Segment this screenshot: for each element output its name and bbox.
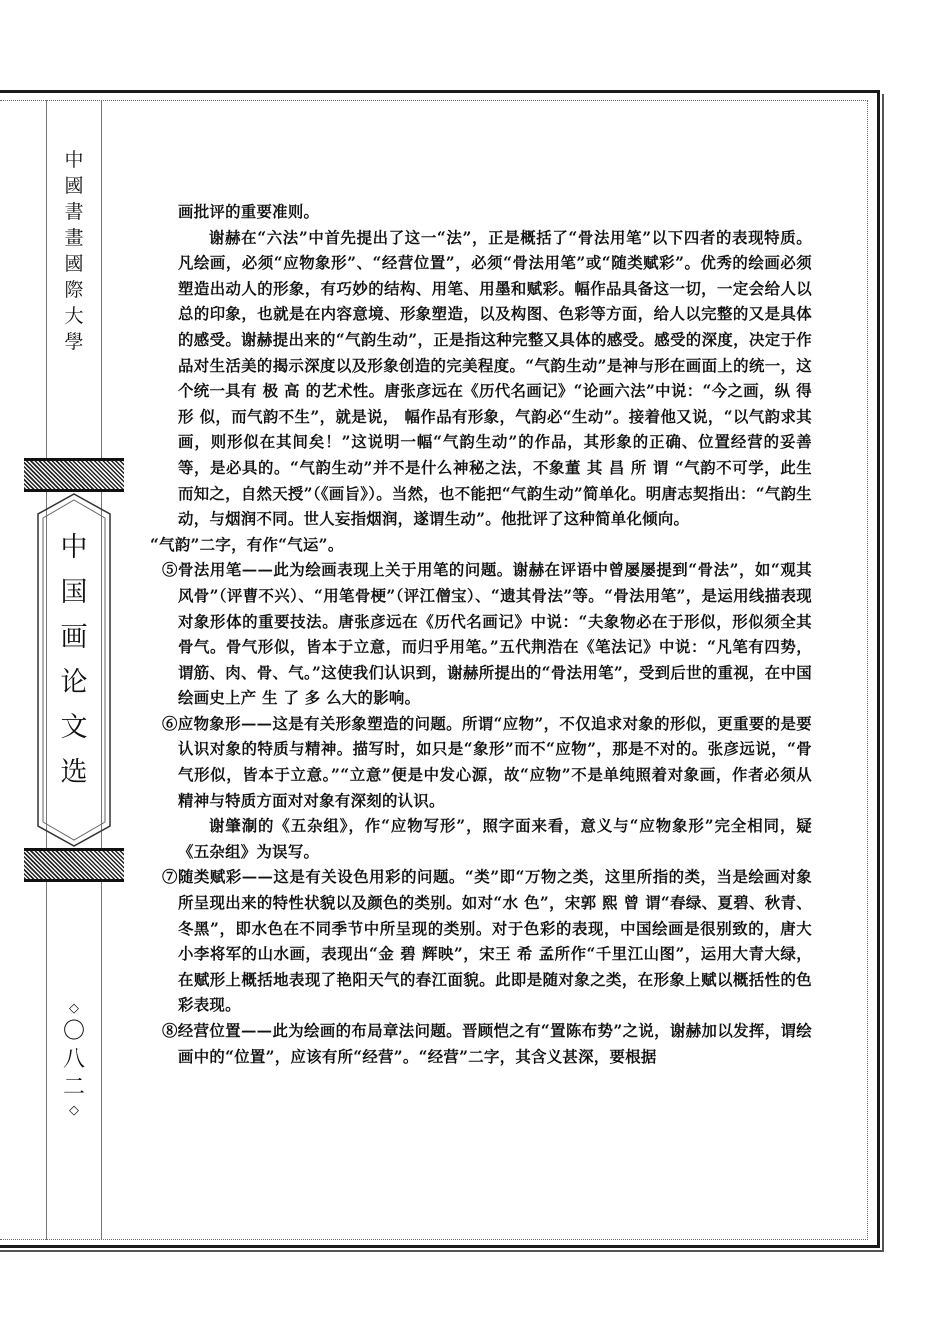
paragraph: 谢赫在“六法”中首先提出了这一“法”，正是概括了“骨法用笔”以下四者的表现特质。凡绘画，必须“应物象形”、“经营位置”，必须“骨法用笔”或“随类赋彩”。优秀的绘画必须塑造出动人的形象，有巧妙的结构、用笔、用墨和赋彩。幅作品具备这一切，一定会给人以总的印象，也就是在内容意境、形象塑造，以及构图、色彩等方面，给人以完整的又是具体的感受。谢赫提出来的“气韵生动”，正是指这种完整又具体的感受。感受的深度，决定于作品对生活美的揭示深度以及形象创造的完美程度。“气韵生动”是神与形在画面上的统一，这个统一具有 极 高 的艺术性。唐张彦远在《历代名画记》“论画六法”中说：“今之画，纵 得 形 似，而气韵不生”，就是说， 幅作品有形象，气韵必“生动”。接着他又说，“以气韵求其画，则形似在其间矣！”这说明一幅“气韵生动”的作品，其形象的正确、位置经营的妥善等，是必具的。“气韵生动”并不是什么神秘之法，不象董 其 昌 所 谓 “气韵不可学，此生而知之，自然天授”（《画旨》）。当然，也不能把“气韵生动”简单化。明唐志契指出：“气韵生动，与烟润不同。世人妄指烟润，遂谓生动”。他批评了这种简单化倾向。 — [178, 228, 812, 529]
book-title-char: 中 — [60, 532, 88, 563]
university-name — [46, 150, 102, 352]
page-number — [52, 1000, 96, 1120]
university-char: 中 — [64, 149, 84, 171]
diamond-icon: ◇ — [69, 1103, 79, 1118]
university-char: 國 — [64, 175, 84, 197]
paragraph: 画批评的重要准则。 — [178, 203, 320, 221]
paragraph: 谢肇淛的《五杂组》，作“应物写形”，照字面来看，意义与“应物象形”完全相同，疑《五杂组》为误写。 — [178, 817, 812, 861]
page-number-char: 〇 — [62, 1019, 85, 1044]
body-text — [150, 200, 812, 1070]
university-char: 大 — [64, 305, 84, 327]
paragraph-note: “气韵”二字，有作“气运”。 — [150, 535, 344, 554]
footnote-5: ⑤骨法用笔——此为绘画表现上关于用笔的问题。谢赫在评语中曾屡屡提到“骨法”，如“观其风骨”（评曹不兴）、“用笔骨梗”（评江僧宝）、“遗其骨法”等。“骨法用笔”，是运用线描表现对象形体的重要技法。唐张彦远在《历代名画记》中说：“夫象物必在于形似，形似须全其骨气。骨气形似，皆本于立意，而归乎用笔。”五代荆浩在《笔法记》中说：“凡笔有四势，谓筋、肉、骨、气。”这使我们认识到，谢赫所提出的“骨法用笔”，受到后世的重视，在中国绘画史上产 生 了 多 么大的影响。 — [162, 561, 812, 708]
book-title-char: 画 — [60, 622, 88, 653]
book-title-char: 国 — [60, 577, 88, 608]
book-title-cartouche — [36, 492, 112, 848]
page-number-char: 二 — [62, 1075, 85, 1100]
book-title-char: 文 — [60, 712, 88, 743]
university-char: 書 — [64, 201, 84, 223]
university-char: 畫 — [64, 227, 84, 249]
page-number-char: 八 — [62, 1047, 85, 1072]
hatched-band-top — [24, 458, 124, 492]
footnote-8: ⑧经营位置——此为绘画的布局章法问题。晋顾恺之有“置陈布势”之说，谢赫加以发挥，谓绘画中的“位置”，应该有所“经营”。“经营”二字，其含义甚深，要根据 — [162, 1022, 812, 1066]
diamond-icon: ◇ — [69, 1001, 79, 1016]
book-title-char: 论 — [60, 667, 88, 698]
hatched-band-bottom — [24, 848, 124, 882]
university-char: 國 — [64, 253, 84, 275]
book-title — [36, 532, 112, 789]
footnote-7: ⑦随类赋彩——这是有关设色用彩的问题。“类”即“万物之类，这里所指的类，当是绘画对象所呈现出来的特性状貌以及颜色的类别。如对“水 色”，宋郭 熙 曾 谓“春绿、夏碧、秋青、冬黑”，即水色在不同季节中所呈现的类别。对于色彩的表现，中国绘画是很别致的，唐大小李将军的山水画，表现出“金 碧 辉映”，宋王 希 孟所作“千里江山图”，运用大青大绿，在赋形上概括地表现了艳阳天气的春江面貌。此即是随对象之类，在形象上赋以概括性的色彩表现。 — [162, 868, 812, 1015]
university-char: 際 — [64, 279, 84, 301]
university-char: 學 — [64, 331, 84, 353]
footnote-6: ⑥应物象形——这是有关形象塑造的问题。所谓“应物”，不仅追求对象的形似，更重要的是要认识对象的特质与精神。描写时，如只是“象形”而不“应物”，那是不对的。张彦远说，“骨气形似，皆本于立意。”“立意”便是中发心源，故“应物”不是单纯照着对象画，作者必须从精神与特质方面对对象有深刻的认识。 — [162, 714, 812, 810]
book-title-char: 选 — [60, 757, 88, 788]
